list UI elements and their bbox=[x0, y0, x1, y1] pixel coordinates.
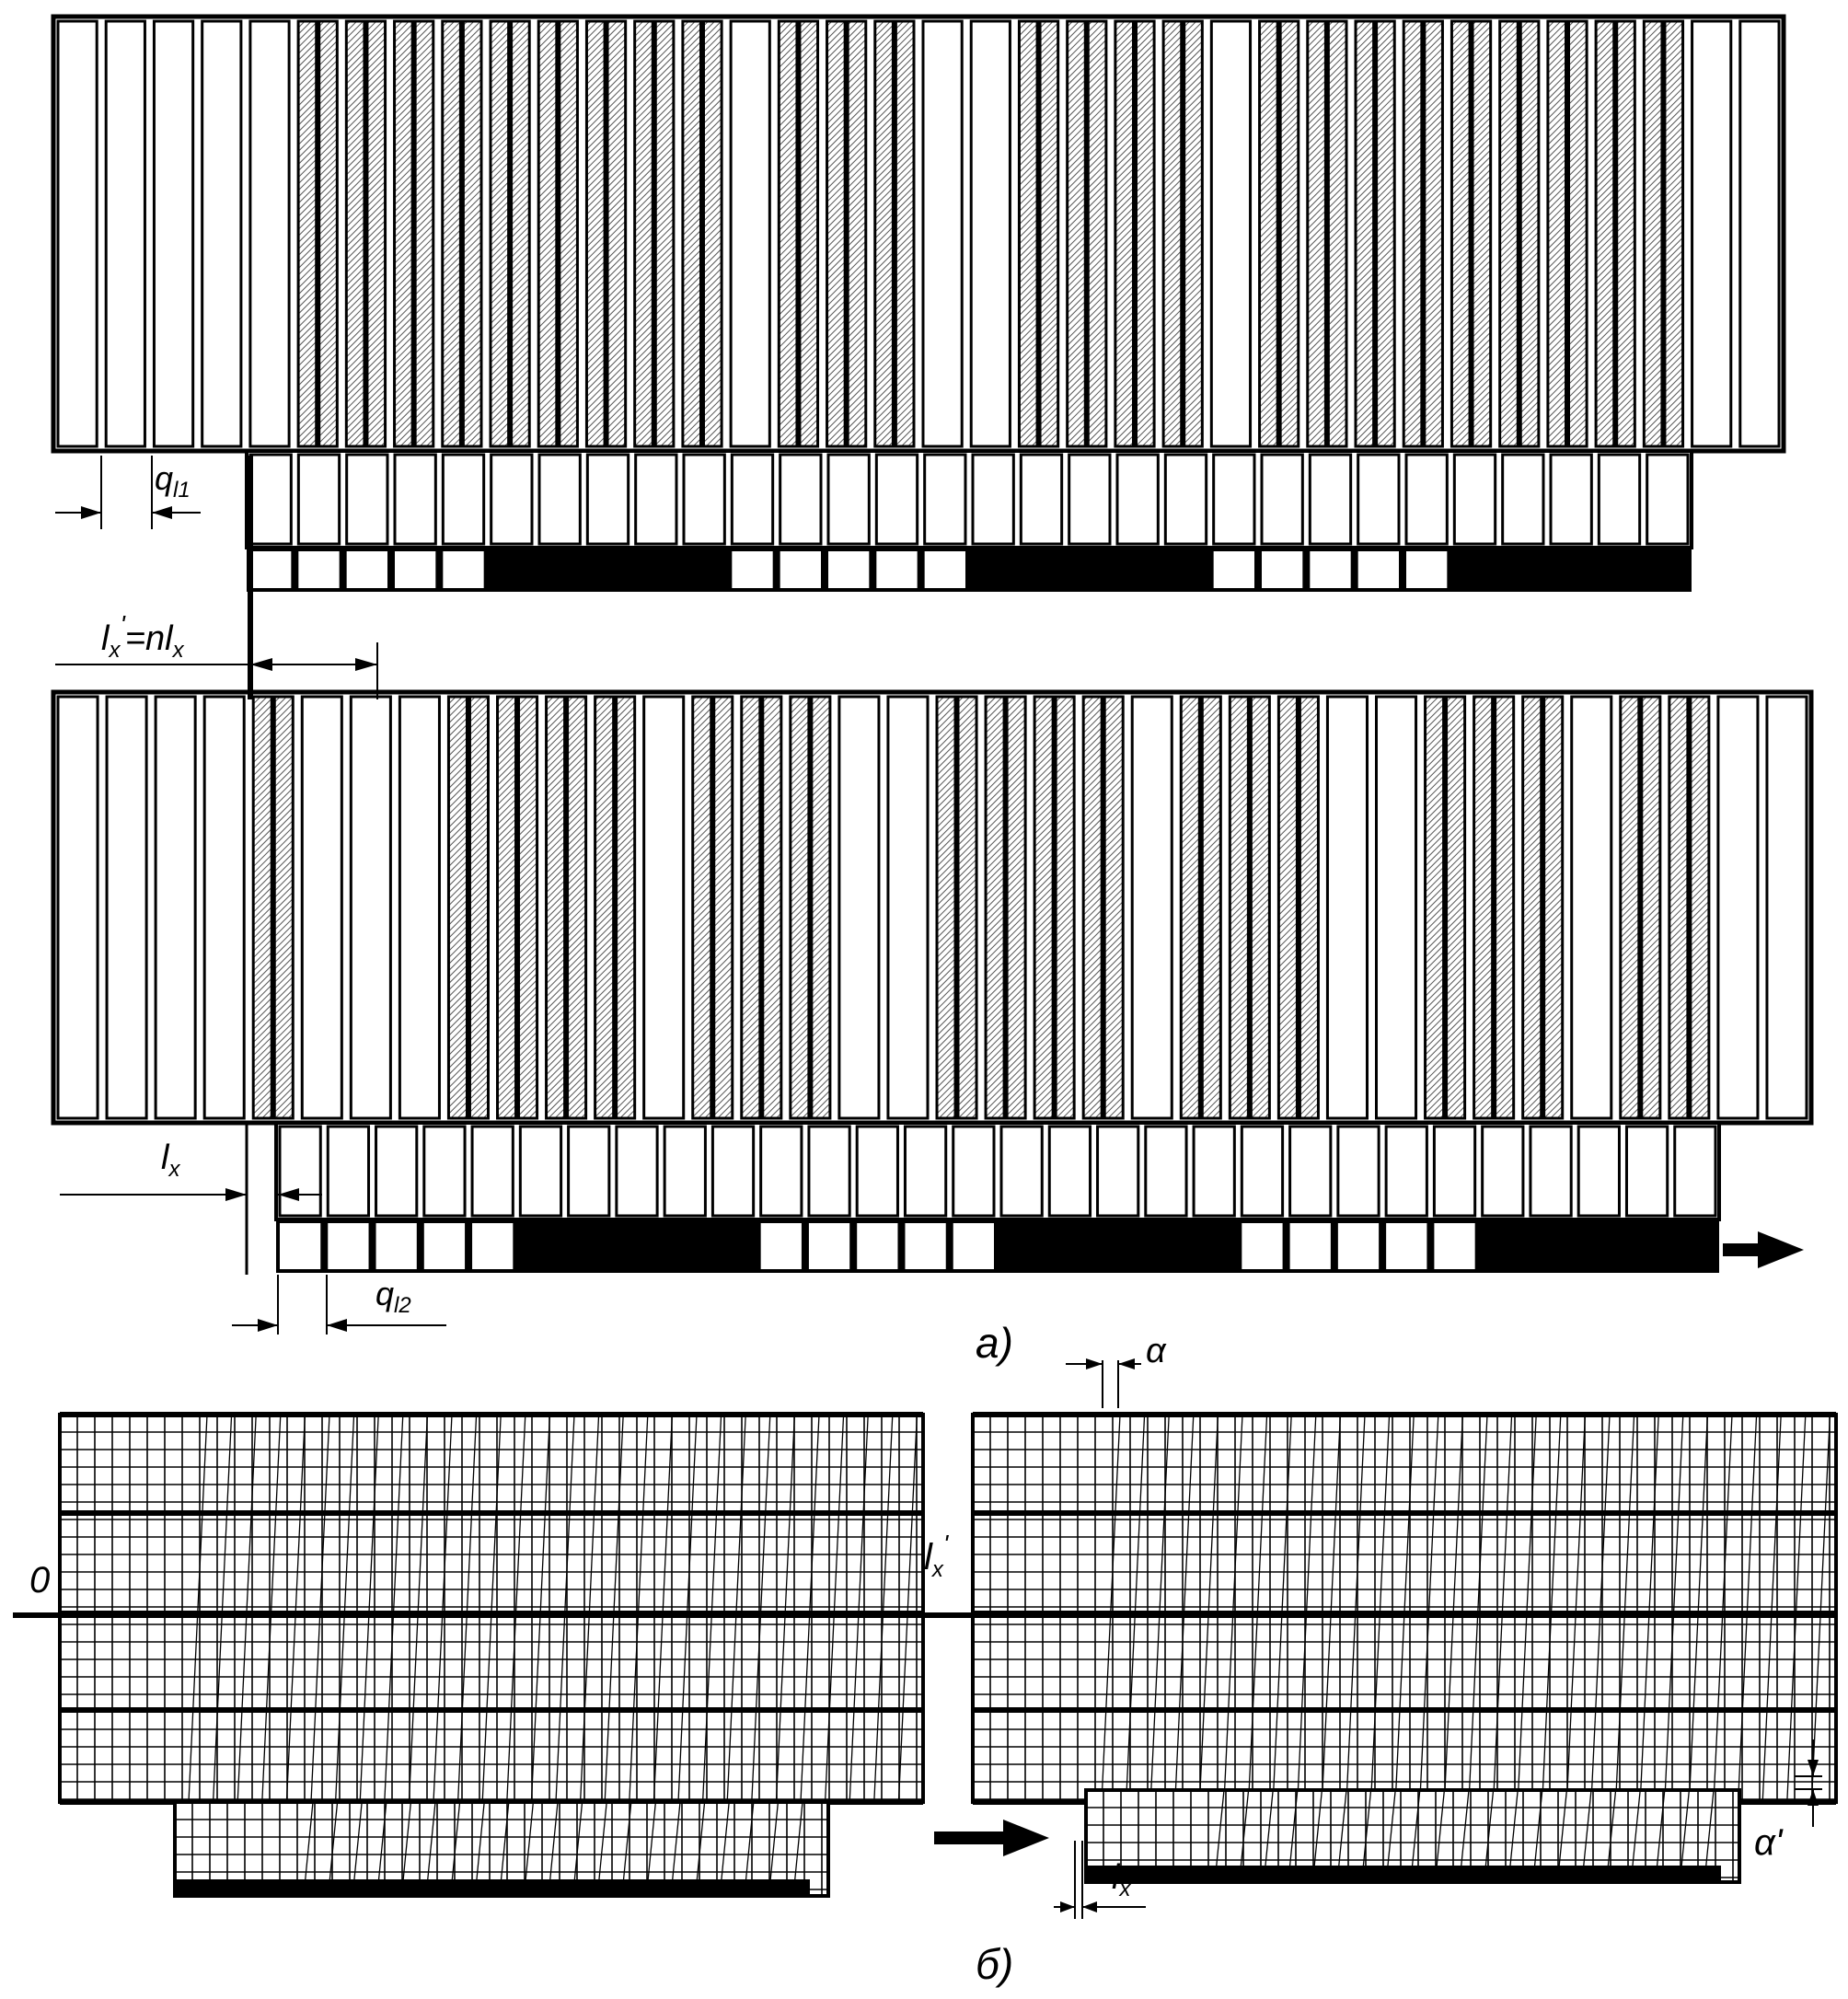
mid-cell bbox=[857, 1127, 897, 1216]
scale-strip bbox=[250, 21, 289, 446]
mid-cell bbox=[1386, 1127, 1426, 1216]
mid-cell bbox=[973, 455, 1013, 544]
mid-cell bbox=[1358, 455, 1399, 544]
bottom-cell-light bbox=[905, 1223, 945, 1269]
scale-strip bbox=[302, 697, 341, 1118]
mid-cell bbox=[250, 455, 291, 544]
bottom-cell-light bbox=[857, 1223, 897, 1269]
scale-strip bbox=[204, 697, 244, 1118]
mid-cell bbox=[1675, 1127, 1715, 1216]
label-alpha: α bbox=[1146, 1332, 1166, 1370]
label-lx-prime-eq: $l_x'=nl_x$ bbox=[101, 610, 184, 663]
scale-strip bbox=[351, 697, 390, 1118]
bottom-cell-light bbox=[809, 1223, 849, 1269]
label-zero: 0 bbox=[29, 1560, 51, 1600]
bottom-cell-light bbox=[1290, 1223, 1331, 1269]
mid-cell bbox=[520, 1127, 560, 1216]
bottom-cell-light bbox=[925, 551, 965, 588]
dimension-lx-prime bbox=[55, 610, 377, 699]
bottom-cell-light bbox=[732, 551, 772, 588]
motion-arrow-a bbox=[1723, 1231, 1804, 1268]
mid-cell bbox=[328, 1127, 368, 1216]
bottom-cell-light bbox=[298, 551, 339, 588]
bottom-cell-light bbox=[328, 1223, 368, 1269]
scale-strip bbox=[888, 697, 928, 1118]
bottom-cell-light bbox=[876, 551, 917, 588]
scale-2-mid-row bbox=[276, 1123, 1719, 1219]
scale-strip bbox=[644, 697, 684, 1118]
scale-1-bottom-row bbox=[247, 548, 1692, 592]
dimension-q-l1 bbox=[55, 456, 201, 529]
scale-strip bbox=[1692, 21, 1731, 446]
mid-cell bbox=[395, 455, 435, 544]
bottom-cell-light bbox=[1338, 1223, 1379, 1269]
bottom-cell-light bbox=[761, 1223, 802, 1269]
mid-cell bbox=[953, 1127, 994, 1216]
scale-strip bbox=[154, 21, 192, 446]
mid-cell bbox=[684, 455, 724, 544]
mid-cell bbox=[1290, 1127, 1331, 1216]
scale-strip bbox=[731, 21, 769, 446]
mid-cell bbox=[376, 1127, 417, 1216]
mid-cell bbox=[569, 1127, 609, 1216]
scale-strip bbox=[1740, 21, 1779, 446]
dimension-alpha bbox=[1066, 1332, 1167, 1408]
mid-cell bbox=[636, 455, 676, 544]
mid-cell bbox=[1578, 1127, 1619, 1216]
mid-cell bbox=[780, 455, 821, 544]
mid-cell bbox=[1117, 455, 1158, 544]
bottom-cell-light bbox=[1242, 1223, 1282, 1269]
mid-cell bbox=[1503, 455, 1543, 544]
mid-cell bbox=[1098, 1127, 1138, 1216]
mid-cell bbox=[876, 455, 917, 544]
scale-2 bbox=[53, 692, 1811, 1273]
mid-cell bbox=[712, 1127, 753, 1216]
dimension-q-l2 bbox=[232, 1275, 446, 1335]
bottom-cell-light bbox=[424, 1223, 465, 1269]
bottom-cell-light bbox=[828, 551, 869, 588]
bottom-cell-light bbox=[953, 1223, 994, 1269]
caption-a: а) bbox=[976, 1319, 1013, 1367]
scale-2-bottom-row bbox=[276, 1219, 1719, 1273]
bottom-cell-light bbox=[472, 1223, 513, 1269]
scale-1 bbox=[53, 17, 1784, 592]
bottom-cell-light bbox=[1386, 1223, 1426, 1269]
mid-cell bbox=[1165, 455, 1206, 544]
mid-cell bbox=[1599, 455, 1639, 544]
scale-strip bbox=[1718, 697, 1758, 1118]
scale-strip bbox=[58, 697, 98, 1118]
scale-strip bbox=[1572, 697, 1611, 1118]
mid-cell bbox=[1214, 455, 1254, 544]
label-alpha-prime: α' bbox=[1754, 1822, 1783, 1863]
bottom-cell-light bbox=[443, 551, 483, 588]
bottom-cell-light bbox=[1310, 551, 1350, 588]
mid-cell bbox=[732, 455, 772, 544]
mid-cell bbox=[491, 455, 532, 544]
mid-cell bbox=[828, 455, 869, 544]
mid-cell bbox=[1194, 1127, 1234, 1216]
bottom-cell-light bbox=[1262, 551, 1302, 588]
mid-cell bbox=[1310, 455, 1350, 544]
mid-cell bbox=[1049, 1127, 1090, 1216]
mid-cell bbox=[1146, 1127, 1186, 1216]
mid-cell bbox=[1242, 1127, 1282, 1216]
bottom-cell-light bbox=[780, 551, 821, 588]
mid-cell bbox=[424, 1127, 465, 1216]
mid-cell bbox=[1530, 1127, 1571, 1216]
grid-left bbox=[60, 1415, 923, 1896]
scale-1-strips bbox=[53, 17, 1784, 451]
mid-cell bbox=[809, 1127, 849, 1216]
mid-cell bbox=[347, 455, 387, 544]
mid-cell bbox=[1021, 455, 1061, 544]
grid-right bbox=[973, 1415, 1836, 1882]
scale-strip bbox=[1211, 21, 1250, 446]
label-lx-b: $l_x$ bbox=[1112, 1858, 1131, 1901]
scale-strip bbox=[107, 697, 146, 1118]
bottom-cell-light bbox=[280, 1223, 320, 1269]
scale-strip bbox=[202, 21, 241, 446]
mid-cell bbox=[1434, 1127, 1474, 1216]
bottom-cell-light bbox=[250, 551, 291, 588]
mid-cell bbox=[1551, 455, 1591, 544]
bottom-cell-light bbox=[376, 1223, 417, 1269]
mid-cell bbox=[539, 455, 580, 544]
mid-cell bbox=[925, 455, 965, 544]
bottom-cell-light bbox=[1214, 551, 1254, 588]
scale-strip bbox=[106, 21, 144, 446]
bottom-cell-light bbox=[395, 551, 435, 588]
mid-cell bbox=[617, 1127, 657, 1216]
mid-cell bbox=[664, 1127, 705, 1216]
scale-strip bbox=[1767, 697, 1807, 1118]
scale-strip bbox=[1327, 697, 1367, 1118]
mid-cell bbox=[1626, 1127, 1667, 1216]
mid-cell bbox=[1338, 1127, 1379, 1216]
scale-strip bbox=[971, 21, 1010, 446]
mid-cell bbox=[280, 1127, 320, 1216]
scale-strip bbox=[839, 697, 879, 1118]
motion-arrow-b bbox=[934, 1820, 1049, 1856]
mid-cell bbox=[1454, 455, 1495, 544]
mid-cell bbox=[1069, 455, 1110, 544]
mid-cell bbox=[1001, 1127, 1042, 1216]
mid-cell bbox=[472, 1127, 513, 1216]
grid-bottom-bar bbox=[175, 1879, 810, 1896]
scale-strip bbox=[58, 21, 97, 446]
bottom-cell-light bbox=[1406, 551, 1447, 588]
mid-cell bbox=[761, 1127, 802, 1216]
mid-cell bbox=[1262, 455, 1302, 544]
bottom-cell-light bbox=[1434, 1223, 1474, 1269]
label-lx: $l_x$ bbox=[161, 1138, 180, 1182]
scale-2-strips bbox=[53, 692, 1811, 1123]
scale-strip bbox=[1377, 697, 1416, 1118]
scale-strip bbox=[923, 21, 962, 446]
mid-cell bbox=[1483, 1127, 1523, 1216]
scale-strip bbox=[1132, 697, 1172, 1118]
label-lx-prime-b: $l_x'$ bbox=[924, 1530, 949, 1582]
scale-strip bbox=[156, 697, 195, 1118]
label-q-l2: $q_{l2}$ bbox=[375, 1275, 411, 1318]
mid-cell bbox=[905, 1127, 945, 1216]
bottom-cell-light bbox=[1358, 551, 1399, 588]
scale-1-mid-row bbox=[247, 451, 1692, 548]
mid-cell bbox=[443, 455, 483, 544]
mid-cell bbox=[1406, 455, 1447, 544]
mid-cell bbox=[1647, 455, 1688, 544]
mid-cell bbox=[298, 455, 339, 544]
bottom-cell-light bbox=[347, 551, 387, 588]
scale-strip bbox=[399, 697, 439, 1118]
mid-cell bbox=[587, 455, 628, 544]
label-q-l1: $q_{l1}$ bbox=[155, 459, 191, 503]
grid-bottom-bar bbox=[1086, 1866, 1721, 1882]
caption-b: б) bbox=[976, 1940, 1014, 1988]
